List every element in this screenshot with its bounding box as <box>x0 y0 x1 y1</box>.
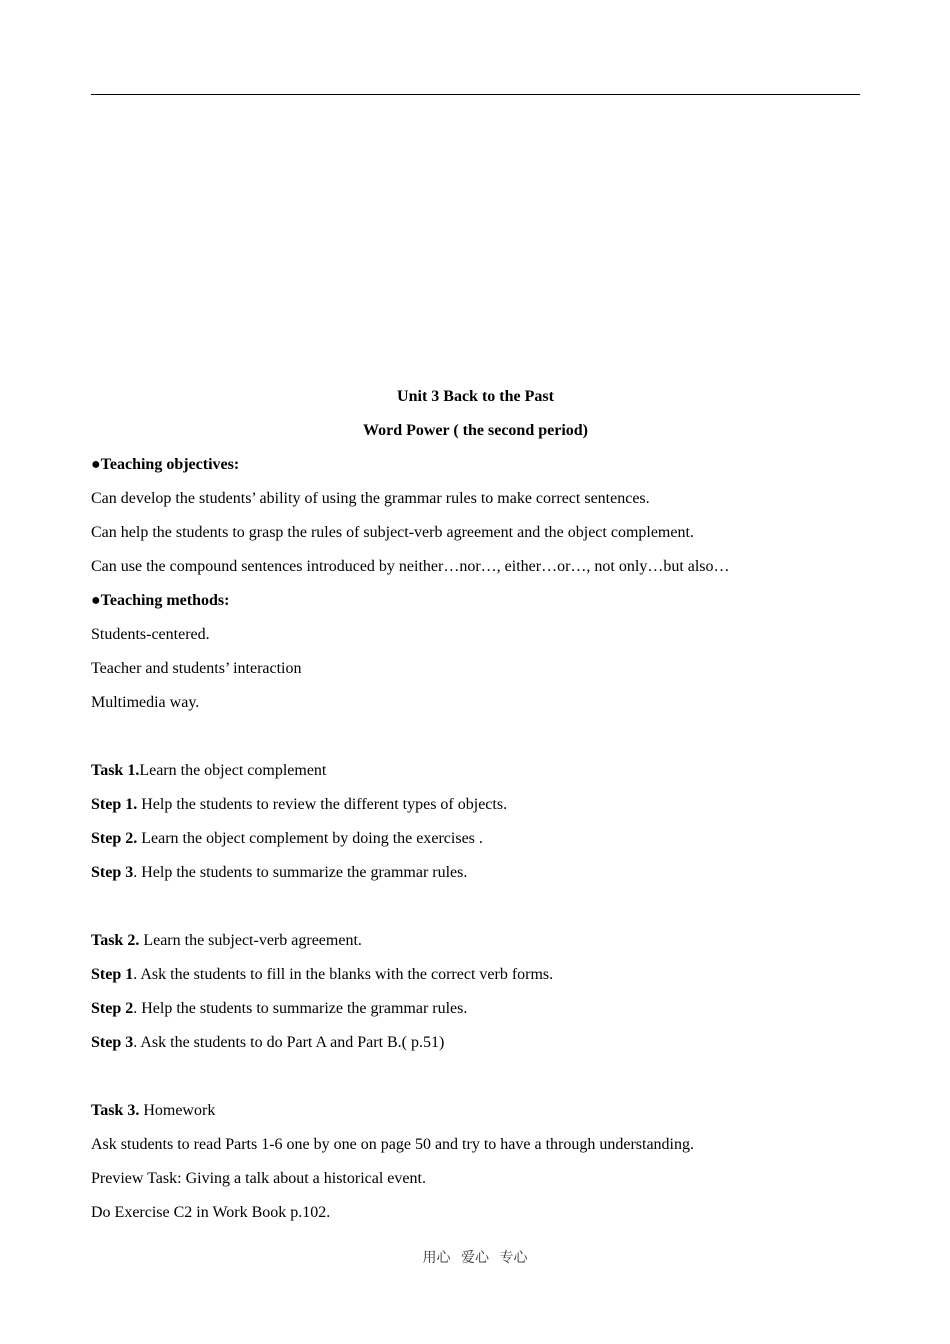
task1-step <box>91 856 860 890</box>
bullet-icon: ● <box>91 456 101 473</box>
task3-label: Task 3. <box>91 1102 140 1119</box>
method-item: Teacher and students’ interaction <box>91 660 302 677</box>
step-text: Learn the object complement by doing the exercises . <box>137 830 483 847</box>
task1-step <box>91 788 860 822</box>
step-label: Step 2. <box>91 830 138 847</box>
step-text: . Help the students to summarize the grammar rules. <box>133 1000 468 1017</box>
step-text: . Help the students to summarize the grammar rules. <box>133 864 468 881</box>
method-item: Multimedia way. <box>91 694 200 711</box>
method-item: Students-centered. <box>91 626 210 643</box>
spacer <box>91 720 860 754</box>
task2-text: Learn the subject-verb agreement. <box>139 932 362 949</box>
task2-step <box>91 992 860 1026</box>
task2-step <box>91 1026 860 1060</box>
task2-heading <box>91 924 860 958</box>
document-title: Unit 3 Back to the Past <box>397 388 554 405</box>
header-rule <box>91 94 860 95</box>
methods-heading-text: Teaching methods: <box>100 592 230 609</box>
document-subtitle: Word Power ( the second period) <box>362 422 588 439</box>
step-text: Help the students to review the different types of objects. <box>137 796 508 813</box>
objective-item: Can use the compound sentences introduced by neither…nor…, either…or…, not only…but also… <box>91 558 730 575</box>
step-text: . Ask the students to fill in the blanks with the correct verb forms. <box>133 966 554 983</box>
task3-heading <box>91 1094 860 1128</box>
homework-item: Do Exercise C2 in Work Book p.102. <box>91 1204 331 1221</box>
page-footer: 用心 爱心 专心 <box>422 1250 528 1266</box>
homework-item: Preview Task: Giving a talk about a historical event. <box>91 1170 426 1187</box>
bullet-icon: ● <box>91 592 101 609</box>
task1-text: Learn the object complement <box>139 762 327 779</box>
task3-text: Homework <box>139 1102 216 1119</box>
objectives-heading-text: Teaching objectives: <box>100 456 240 473</box>
methods-heading <box>91 584 860 618</box>
step-label: Step 1. <box>91 796 138 813</box>
task1-heading <box>91 754 860 788</box>
task1-step <box>91 822 860 856</box>
step-label: Step 3 <box>91 1034 134 1051</box>
task2-label: Task 2. <box>91 932 140 949</box>
step-text: . Ask the students to do Part A and Part B.( p.51) <box>133 1034 445 1051</box>
spacer <box>91 890 860 924</box>
step-label: Step 1 <box>91 966 134 983</box>
task2-step <box>91 958 860 992</box>
step-label: Step 3 <box>91 864 134 881</box>
task1-label: Task 1. <box>91 762 140 779</box>
homework-item: Ask students to read Parts 1-6 one by one on page 50 and try to have a through understanding. <box>91 1136 694 1153</box>
document-body <box>91 380 860 1230</box>
objective-item: Can develop the students’ ability of using the grammar rules to make correct sentences. <box>91 490 650 507</box>
spacer <box>91 1060 860 1094</box>
objectives-heading <box>91 448 860 482</box>
step-label: Step 2 <box>91 1000 134 1017</box>
objective-item: Can help the students to grasp the rules of subject-verb agreement and the object complement. <box>91 524 694 541</box>
